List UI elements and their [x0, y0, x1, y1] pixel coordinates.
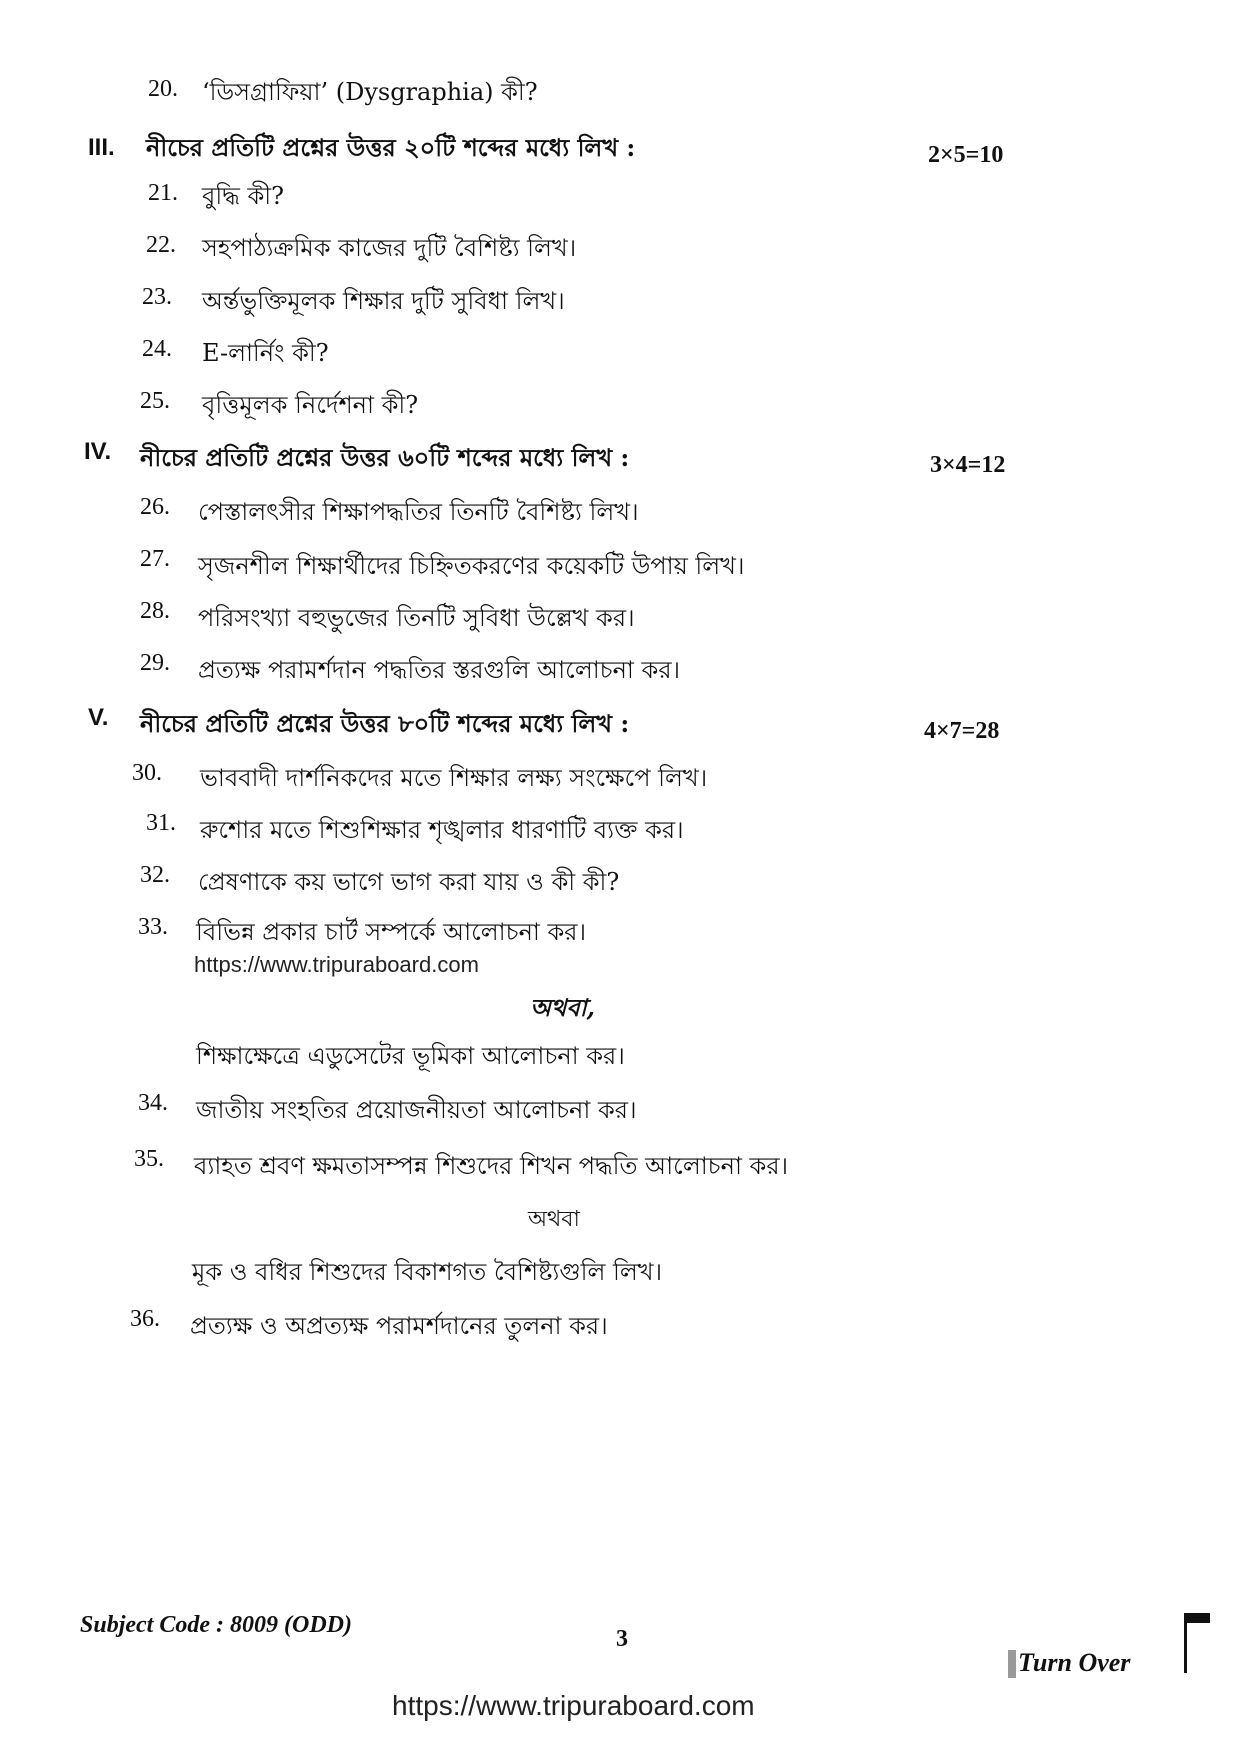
- question-number: 27.: [140, 546, 170, 572]
- footer-url: https://www.tripuraboard.com: [392, 1690, 755, 1721]
- question-number: 30.: [132, 760, 162, 786]
- question-text: বৃত্তিমূলক নির্দেশনা কী?: [202, 391, 419, 419]
- question-text: ভাববাদী দার্শনিকদের মতে শিক্ষার লক্ষ্য সংক্ষেপে লিখ।: [200, 764, 708, 792]
- section-marks: 2×5=10: [928, 142, 1004, 168]
- question-number: 21.: [148, 180, 178, 206]
- question-text: বিভিন্ন প্রকার চার্ট সম্পর্কে আলোচনা কর।: [196, 918, 587, 946]
- or-label: অথবা: [528, 1207, 580, 1232]
- question-text: ব্যাহত শ্রবণ ক্ষমতাসম্পন্ন শিশুদের শিখন পদ্ধতি আলোচনা কর।: [194, 1152, 789, 1180]
- question-number: 26.: [140, 494, 170, 520]
- question-number: 24.: [142, 336, 172, 362]
- question-number: 36.: [130, 1306, 160, 1332]
- question-number: 20.: [148, 76, 178, 102]
- question-number: 34.: [138, 1090, 168, 1116]
- alternative-question-text: মূক ও বধির শিশুদের বিকাশগত বৈশিষ্ট্যগুলি লিখ।: [192, 1258, 663, 1286]
- question-text: জাতীয় সংহতির প্রয়োজনীয়তা আলোচনা কর।: [196, 1096, 637, 1124]
- or-label: অথবা,: [530, 993, 596, 1022]
- subject-code: Subject Code : 8009 (ODD): [80, 1612, 352, 1638]
- question-number: 23.: [142, 284, 172, 310]
- section-roman: IV.: [84, 438, 112, 465]
- question-text: সৃজনশীল শিক্ষার্থীদের চিহ্নিতকরণের কয়েকটি উপায় লিখ।: [198, 552, 745, 580]
- question-number: 25.: [140, 388, 170, 414]
- question-text: প্রেষণাকে কয় ভাগে ভাগ করা যায় ও কী কী?: [198, 868, 620, 896]
- section-heading: নীচের প্রতিটি প্রশ্নের উত্তর ২০টি শব্দের মধ্যে লিখ :: [146, 133, 636, 162]
- turn-over-bar: [1008, 1650, 1016, 1678]
- question-number: 35.: [134, 1146, 164, 1172]
- question-text: ‘ডিসগ্রাফিয়া’ (Dysgraphia) কী?: [202, 78, 538, 106]
- section-roman: III.: [88, 134, 115, 161]
- question-text: অর্ন্তভুক্তিমূলক শিক্ষার দুটি সুবিধা লিখ।: [202, 287, 565, 315]
- question-text: পেস্তালৎসীর শিক্ষাপদ্ধতির তিনটি বৈশিষ্ট্য লিখ।: [198, 498, 639, 526]
- section-roman: V.: [88, 704, 109, 731]
- question-number: 33.: [138, 914, 168, 940]
- question-number: 32.: [140, 862, 170, 888]
- section-marks: 4×7=28: [924, 718, 1000, 744]
- corner-mark: [1184, 1613, 1210, 1673]
- section-heading: নীচের প্রতিটি প্রশ্নের উত্তর ৮০টি শব্দের মধ্যে লিখ :: [140, 709, 630, 738]
- question-number: 28.: [140, 598, 170, 624]
- question-number: 29.: [140, 650, 170, 676]
- page-number: 3: [616, 1626, 628, 1652]
- section-marks: 3×4=12: [930, 452, 1006, 478]
- inline-url: https://www.tripuraboard.com: [194, 952, 479, 977]
- question-text: সহপাঠ্যক্রমিক কাজের দুটি বৈশিষ্ট্য লিখ।: [202, 234, 577, 262]
- section-heading: নীচের প্রতিটি প্রশ্নের উত্তর ৬০টি শব্দের মধ্যে লিখ :: [140, 443, 630, 472]
- alternative-question-text: শিক্ষাক্ষেত্রে এডুসেটের ভূমিকা আলোচনা কর।: [196, 1042, 625, 1070]
- question-number: 31.: [146, 810, 176, 836]
- question-number: 22.: [146, 232, 176, 258]
- question-text: প্রত্যক্ষ পরামর্শদান পদ্ধতির স্তরগুলি আলোচনা কর।: [198, 656, 681, 684]
- question-text: রুশোর মতে শিশুশিক্ষার শৃঙ্খলার ধারণাটি ব্যক্ত কর।: [200, 816, 684, 844]
- question-text: বুদ্ধি কী?: [202, 182, 284, 210]
- question-text: E-লার্নিং কী?: [202, 339, 329, 367]
- turn-over-label: Turn Over: [1018, 1648, 1131, 1677]
- question-text: পরিসংখ্যা বহুভুজের তিনটি সুবিধা উল্লেখ কর।: [198, 604, 635, 632]
- question-text: প্রত্যক্ষ ও অপ্রত্যক্ষ পরামর্শদানের তুলনা কর।: [190, 1312, 608, 1340]
